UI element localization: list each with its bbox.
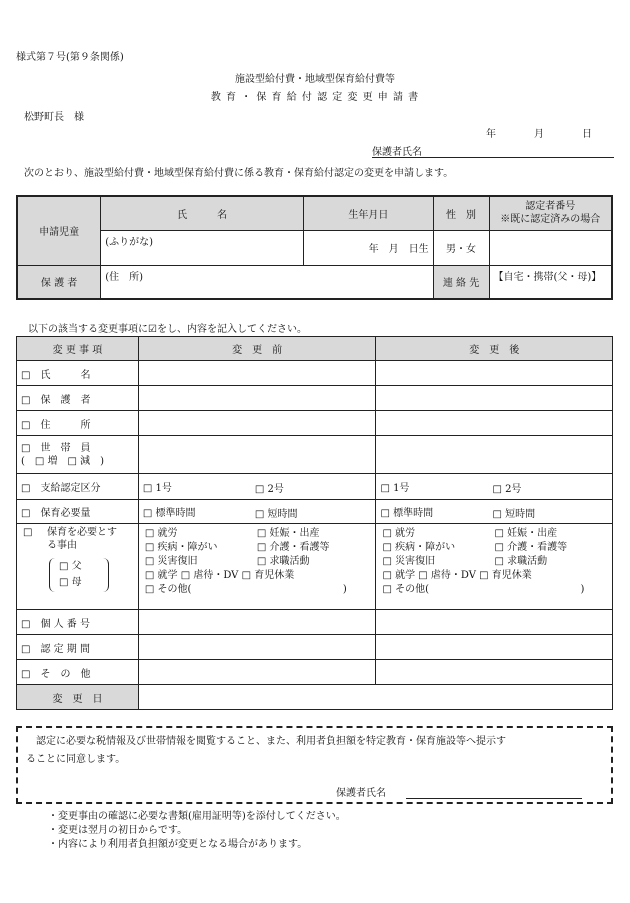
pregnancy-after[interactable]: □ 妊娠・出産 <box>494 528 558 539</box>
sex-cell[interactable]: 男・女 <box>433 230 489 265</box>
care-amount-before-cell[interactable] <box>138 500 376 524</box>
change-instruction: 以下の該当する変更事項に☑をし、内容を記入してください。 <box>28 324 307 335</box>
consent-text-1: 認定に必要な税情報及び世帯情報を閲覧すること、また、利用者負担額を特定教育・保育施設等へ提示す <box>36 736 506 747</box>
col-item-header: 変 更 事 項 <box>17 337 139 361</box>
short-time-before-checkbox[interactable]: □ 短時間 <box>254 509 298 520</box>
cert-header: 認定者番号 ※既に認定済みの場合 <box>489 196 612 230</box>
row-change-date-label: 変 更 日 <box>17 685 139 710</box>
consent-signature-line[interactable] <box>406 798 582 799</box>
row-name-label[interactable]: □ 氏 名 <box>17 361 139 386</box>
household-after-cell[interactable] <box>376 436 613 474</box>
page-title: 教 育 ・ 保 育 給 付 認 定 変 更 申 請 書 <box>210 92 420 103</box>
furigana-label: (ふりがな) <box>105 236 154 248</box>
personal-no-after-cell[interactable] <box>376 610 613 635</box>
row-guardian-label[interactable]: □ 保 護 者 <box>17 386 139 411</box>
applicant-table <box>16 195 613 300</box>
cert-number-cell[interactable] <box>489 230 612 265</box>
cat2-before-checkbox[interactable]: □ 2号 <box>254 484 284 495</box>
personal-no-before-cell[interactable] <box>138 610 376 635</box>
guardian-after-cell[interactable] <box>376 386 613 411</box>
nursing-after[interactable]: □ 介護・看護等 <box>494 542 568 553</box>
reason-after-cell[interactable]: □ 就労 □ 妊娠・出産 □ 疾病・障がい □ 介護・看護等 □ 災害復旧 □ 求職活動 □ 就学 □ 虐待・DV □ 育児休業 □ その他( ) <box>376 524 613 610</box>
form-number: 様式第７号(第９条関係) <box>16 52 124 63</box>
household-before-cell[interactable] <box>138 436 376 474</box>
consent-text-2: ることに同意します。 <box>26 754 126 765</box>
col-before-header: 変 更 前 <box>138 337 376 361</box>
cert-period-after-cell[interactable] <box>376 635 613 660</box>
disaster-after[interactable]: □ 災害復旧 <box>382 556 436 567</box>
other-before-cell[interactable] <box>138 660 376 685</box>
row-personal-no-label[interactable]: □ 個 人 番 号 <box>17 610 139 635</box>
reason-before-cell[interactable]: □ 就労 □ 妊娠・出産 □ 疾病・障がい □ 介護・看護等 □ 災害復旧 □ 求職活動 □ 就学 □ 虐待・DV □ 育児休業 □ その他( ) <box>138 524 376 610</box>
col-after-header: 変 更 後 <box>376 337 613 361</box>
study-abuse-leave-before[interactable]: □ 就学 □ 虐待・DV □ 育児休業 <box>144 570 295 581</box>
cat1-after-checkbox[interactable]: □ 1号 <box>380 483 410 494</box>
work-before[interactable]: □ 就労 <box>144 528 178 539</box>
change-date-cell[interactable] <box>138 685 612 710</box>
intro-text: 次のとおり、施設型給付費・地域型保育給付費に係る教育・保育給付認定の変更を申請します。 <box>24 168 454 179</box>
pregnancy-before[interactable]: □ 妊娠・出産 <box>256 528 320 539</box>
date-day: 日 <box>582 129 592 140</box>
support-cat-before-cell[interactable] <box>138 474 376 500</box>
row-cert-period-label[interactable]: □ 認 定 期 間 <box>17 635 139 660</box>
child-label: 申請児童 <box>17 196 101 265</box>
consent-box <box>16 726 613 804</box>
illness-after[interactable]: □ 疾病・障がい <box>382 542 456 553</box>
row-address-label[interactable]: □ 住 所 <box>17 411 139 436</box>
note-1: ・変更事由の確認に必要な書類(雇用証明等)を添付してください。 <box>48 811 346 822</box>
address-cell[interactable] <box>101 265 433 299</box>
study-abuse-leave-after[interactable]: □ 就学 □ 虐待・DV □ 育児休業 <box>382 570 532 581</box>
row-care-amount-label[interactable]: □ 保育必要量 <box>17 500 139 524</box>
birth-header: 生年月日 <box>304 196 434 230</box>
cert-period-before-cell[interactable] <box>138 635 376 660</box>
date-month: 月 <box>534 129 544 140</box>
support-cat-after-cell[interactable] <box>376 474 613 500</box>
change-table <box>16 336 613 710</box>
address-after-cell[interactable] <box>376 411 613 436</box>
cat1-before-checkbox[interactable]: □ 1号 <box>142 483 172 494</box>
sex-header: 性 別 <box>433 196 489 230</box>
reason-checkbox[interactable]: □ <box>23 527 33 538</box>
other-after-cell[interactable] <box>376 660 613 685</box>
child-name-cell[interactable] <box>101 230 304 265</box>
address-before-cell[interactable] <box>138 411 376 436</box>
row-reason-label[interactable]: □ 保育を必要とす る事由 □ 父 □ 母 <box>17 524 139 610</box>
guardian-label: 保 護 者 <box>17 265 101 299</box>
job-search-after[interactable]: □ 求職活動 <box>494 556 548 567</box>
address-label: (住 所) <box>105 271 144 283</box>
contact-label: 連 絡 先 <box>433 265 489 299</box>
work-after[interactable]: □ 就労 <box>382 528 416 539</box>
name-before-cell[interactable] <box>138 361 376 386</box>
other-before[interactable]: □ その他( <box>144 584 192 595</box>
row-support-cat-label[interactable]: □ 支給認定区分 <box>17 474 139 500</box>
care-amount-after-cell[interactable] <box>376 500 613 524</box>
contact-cell[interactable]: 【自宅・携帯(父・母)】 <box>489 265 612 299</box>
reason-father-checkbox[interactable]: □ 父 <box>59 561 82 572</box>
row-other-label[interactable]: □ そ の 他 <box>17 660 139 685</box>
disaster-before[interactable]: □ 災害復旧 <box>144 556 198 567</box>
consent-signature-label: 保護者氏名 <box>336 788 386 799</box>
name-header: 氏 名 <box>101 196 304 230</box>
job-search-before[interactable]: □ 求職活動 <box>256 556 310 567</box>
nursing-before[interactable]: □ 介護・看護等 <box>256 542 330 553</box>
name-after-cell[interactable] <box>376 361 613 386</box>
note-3: ・内容により利用者負担額が変更となる場合があります。 <box>48 839 308 850</box>
other-after[interactable]: □ その他( <box>382 584 429 595</box>
title-line-1: 施設型給付費・地域型保育給付費等 <box>235 74 395 85</box>
illness-before[interactable]: □ 疾病・障がい <box>144 542 218 553</box>
row-household-label[interactable]: □ 世 帯 員 ( □ 増 □ 減 ) <box>17 436 139 474</box>
addressee: 松野町長 様 <box>24 112 84 123</box>
std-time-after-checkbox[interactable]: □ 標準時間 <box>380 508 434 519</box>
guardian-name-label: 保護者氏名 <box>372 147 422 158</box>
std-time-before-checkbox[interactable]: □ 標準時間 <box>142 508 196 519</box>
guardian-name-line[interactable] <box>372 157 614 158</box>
date-year: 年 <box>486 129 496 140</box>
reason-mother-checkbox[interactable]: □ 母 <box>59 577 82 588</box>
cat2-after-checkbox[interactable]: □ 2号 <box>492 484 522 495</box>
note-2: ・変更は翌月の初日からです。 <box>48 825 188 836</box>
birth-date-cell[interactable]: 年 月 日生 <box>304 230 434 265</box>
short-time-after-checkbox[interactable]: □ 短時間 <box>492 509 536 520</box>
guardian-before-cell[interactable] <box>138 386 376 411</box>
